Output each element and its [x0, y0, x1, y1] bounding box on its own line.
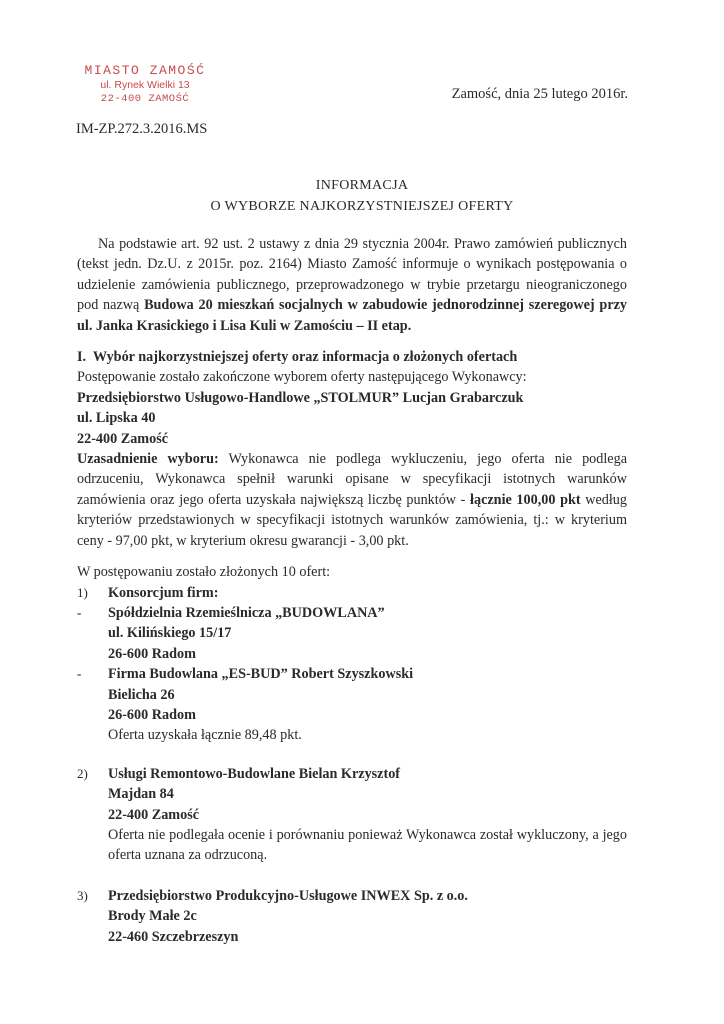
- section-1-line: Postępowanie zostało zakończone wyborem oferty następującego Wykonawcy:: [77, 369, 527, 386]
- justification-score: łącznie 100,00 pkt: [470, 491, 581, 508]
- member-1-dash: -: [77, 604, 82, 620]
- offer-2-note: Oferta nie podlegała ocenie i porównaniu ponieważ Wykonawca został wykluczony, a jego oferta uznana za odrzuconą.: [108, 826, 627, 864]
- section-1-number: I.: [77, 349, 87, 366]
- offer-1-title: Konsorcjum firm:: [108, 584, 219, 601]
- winner-street: ul. Lipska 40: [77, 410, 156, 427]
- offer-3-city: 22-460 Szczebrzeszyn: [108, 928, 239, 945]
- offer-1-number: 1): [77, 584, 88, 600]
- reference-number: IM-ZP.272.3.2016.MS: [76, 121, 208, 137]
- member-2-name: Firma Budowlana „ES-BUD” Robert Szyszkowski: [108, 666, 414, 683]
- justification-label: Uzasadnienie wyboru:: [77, 451, 219, 468]
- consortium-member-1: [77, 603, 627, 664]
- document-title: INFORMACJA: [315, 178, 409, 193]
- offer-2-city: 22-400 Zamość: [108, 806, 200, 823]
- offer-3-name: Przedsiębiorstwo Produkcyjno-Usługowe INWEX Sp. z o.o.: [108, 887, 468, 904]
- member-1-city: 26-600 Radom: [108, 645, 196, 662]
- offer-2-name: Usługi Remontowo-Budowlane Bielan Krzysztof: [108, 765, 401, 782]
- offers-intro: W postępowaniu zostało złożonych 10 ofert:: [77, 564, 331, 581]
- offer-item-3: [77, 886, 627, 947]
- member-2-street: Bielicha 26: [108, 686, 175, 703]
- contract-name: Budowa 20 mieszkań socjalnych w zabudowie jednorodzinnej szeregowej przy ul. Janka Krasickiego i Lisa Kuli w Zamościu – II etap.: [77, 297, 628, 334]
- offer-2-street: Majdan 84: [108, 786, 174, 803]
- offer-1-note: Oferta uzyskała łącznie 89,48 pkt.: [108, 727, 302, 744]
- offer-item-2: [77, 764, 627, 866]
- city-stamp: [70, 64, 220, 106]
- stamp-line-1: MIASTO ZAMOŚĆ: [84, 63, 206, 78]
- consortium-member-2: [77, 664, 627, 746]
- winner-name: Przedsiębiorstwo Usługowo-Handlowe „STOLMUR” Lucjan Grabarczuk: [77, 389, 524, 406]
- section-1-heading: [77, 347, 627, 367]
- intro-paragraph: [77, 234, 627, 336]
- section-1-heading-text: Wybór najkorzystniejszej oferty oraz informacja o złożonych ofertach: [92, 349, 518, 366]
- document-subtitle: O WYBORZE NAJKORZYSTNIEJSZEJ OFERTY: [210, 199, 514, 214]
- offer-item-1: [77, 583, 627, 603]
- stamp-line-3: 22-400 ZAMOŚĆ: [100, 93, 190, 105]
- member-2-dash: -: [77, 666, 82, 682]
- document-body: [77, 234, 627, 947]
- justification-tail: według kryteriów przedstawionych w specyfikacji istotnych warunków zamówienia, tj.: w kryterium ceny - 97,00 pkt, w kryterium okresu gwarancji - 3,00 pkt.: [77, 491, 627, 549]
- member-2-city: 26-600 Radom: [108, 706, 196, 723]
- member-1-street: ul. Kilińskiego 15/17: [108, 625, 232, 642]
- stamp-line-2: ul. Rynek Wielki 13: [100, 79, 190, 91]
- offer-2-number: 2): [77, 765, 88, 781]
- intro-text: Na podstawie art. 92 ust. 2 ustawy z dnia 29 stycznia 2004r. Prawo zamówień publicznych (tekst jedn. Dz.U. z 2015r. poz. 2164) Miasto Zamość informuje o wynikach postępowania o udzielenie zamówienia publicznego, przeprowadzonego w trybie przetargu nieograniczonego pod nazwą: [77, 236, 627, 314]
- member-1-name: Spółdzielnia Rzemieślnicza „BUDOWLANA”: [108, 604, 385, 621]
- offer-3-street: Brody Małe 2c: [108, 908, 197, 925]
- document-date: Zamość, dnia 25 lutego 2016r.: [451, 86, 628, 102]
- justification-paragraph: [77, 449, 627, 551]
- justification-text: Wykonawca nie podlega wykluczeniu, jego oferta nie podlega odrzuceniu, Wykonawca spełnił warunki opisane w specyfikacji istotnych warunków zamówienia oraz jego oferta uzyskała największą liczbę punktów -: [77, 451, 627, 508]
- offer-3-number: 3): [77, 887, 88, 903]
- winner-city: 22-400 Zamość: [77, 430, 169, 447]
